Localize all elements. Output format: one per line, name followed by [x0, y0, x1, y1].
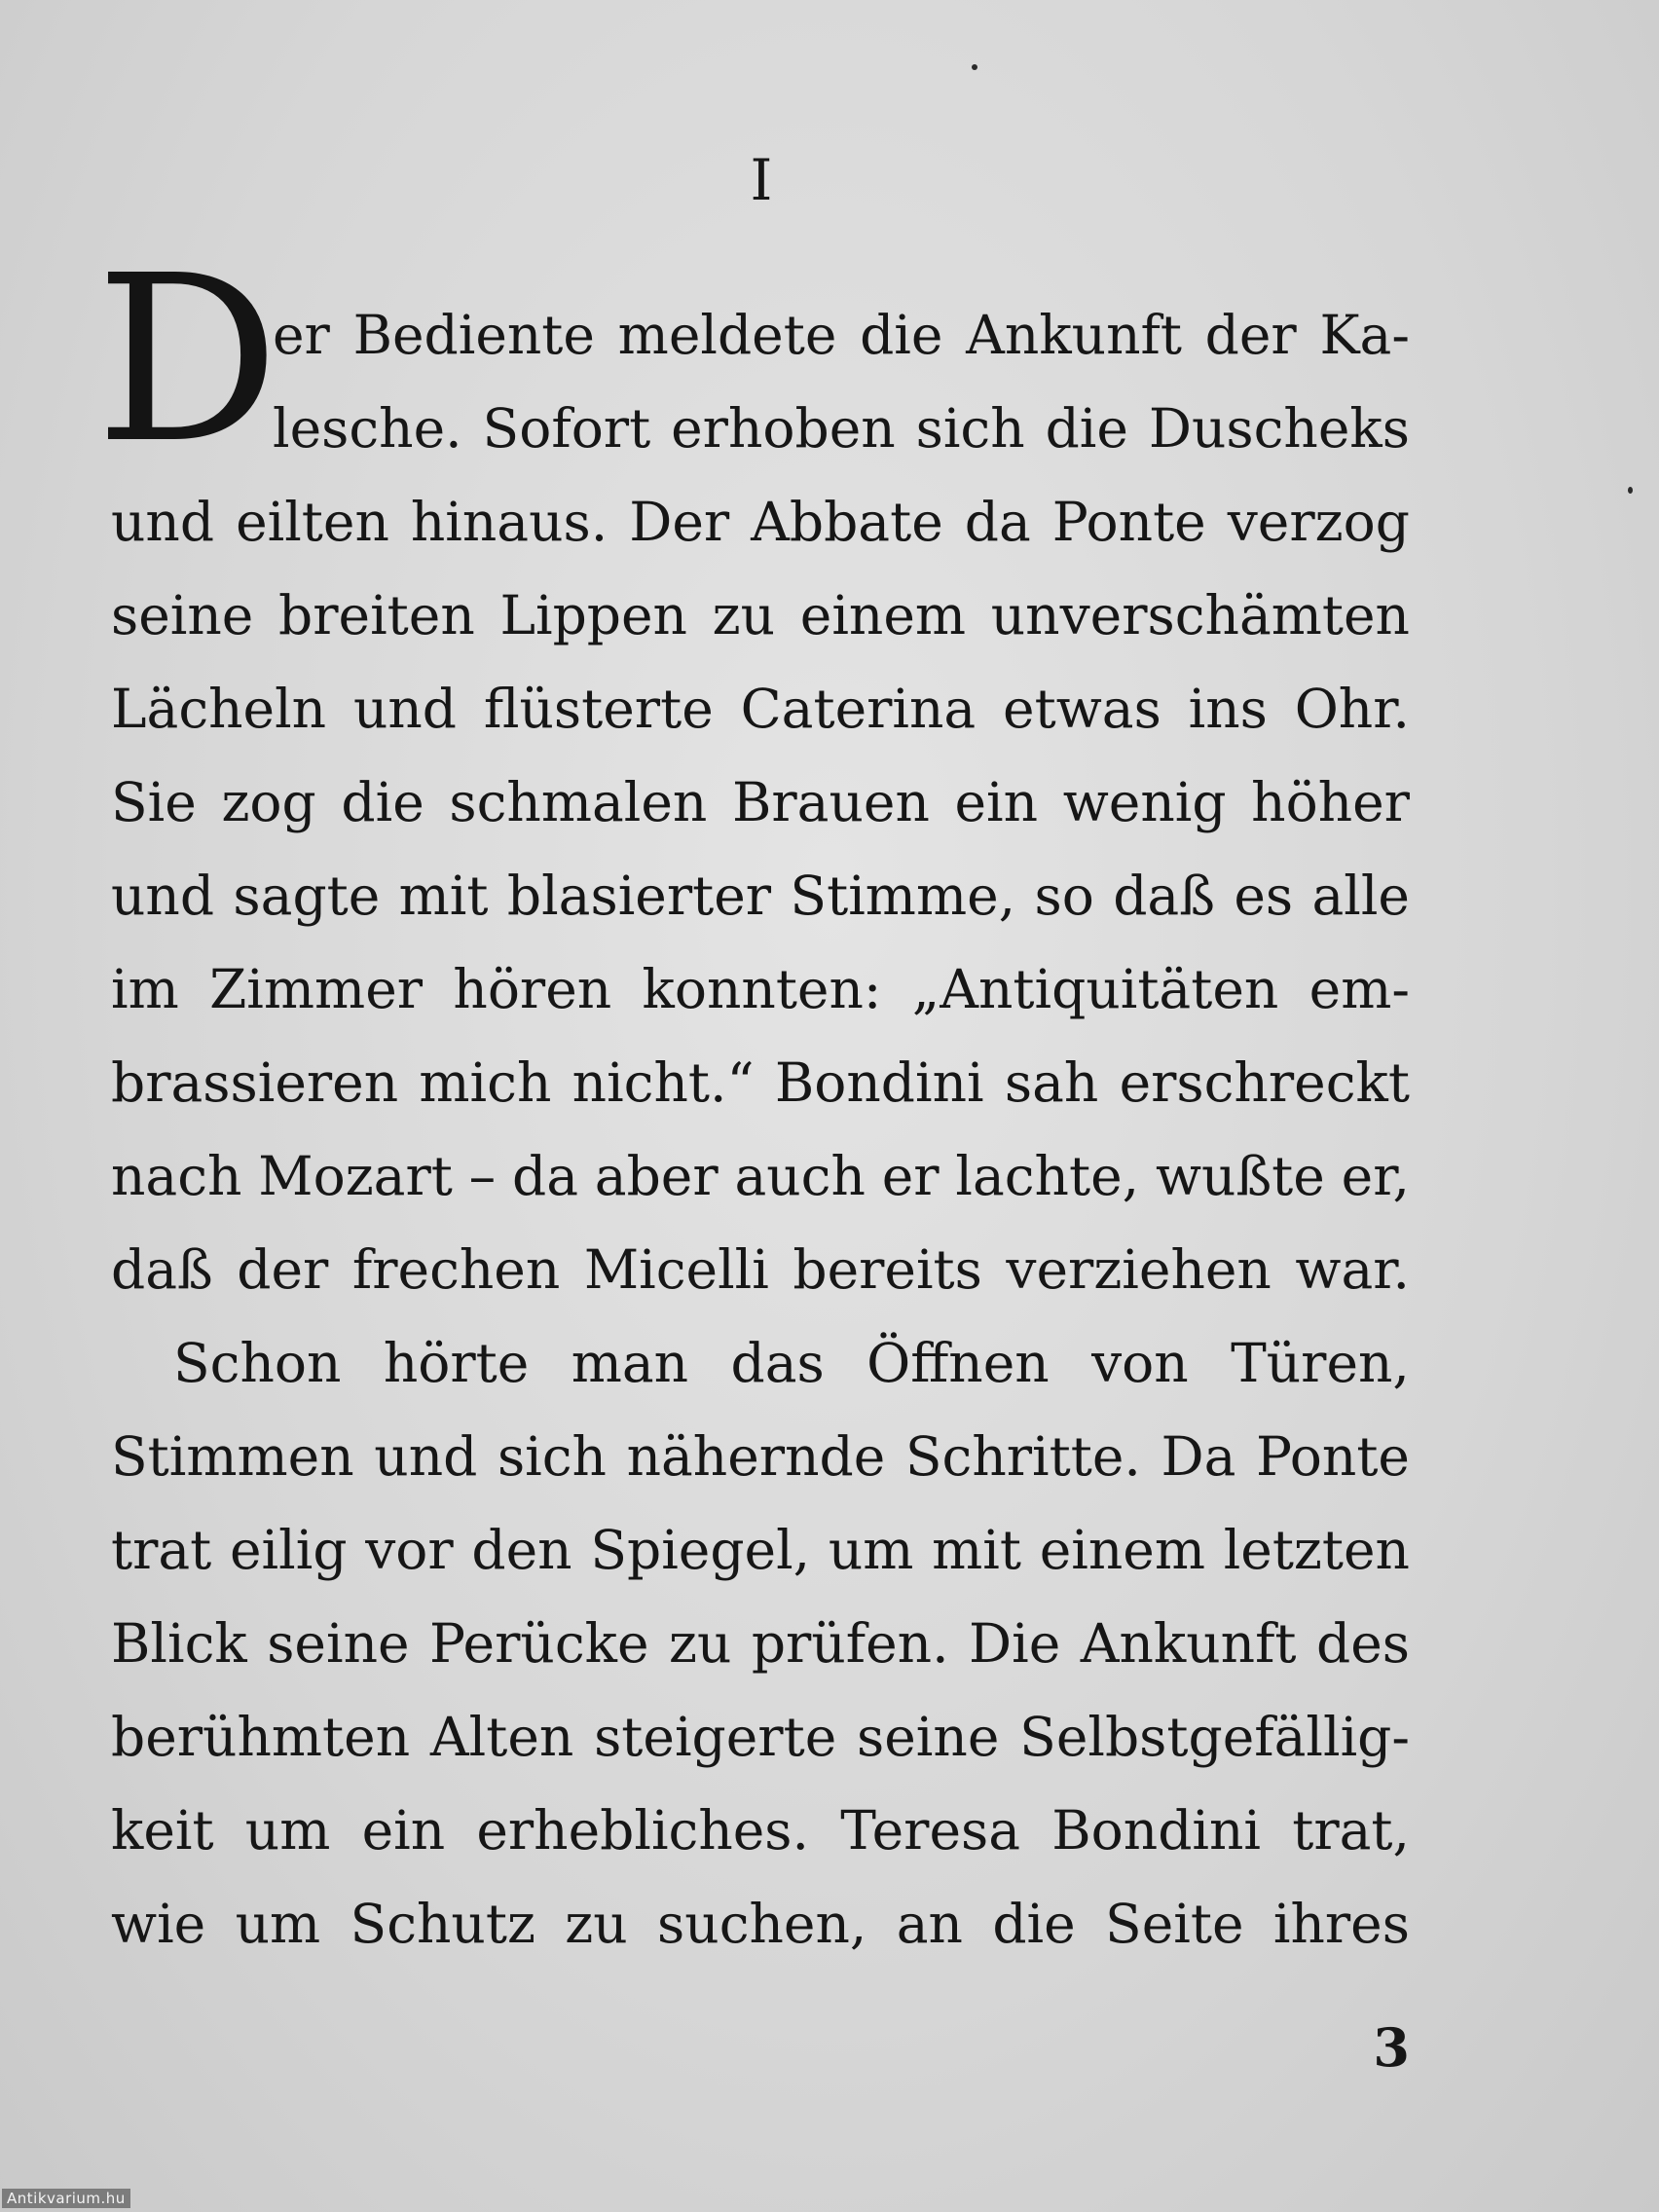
word: um — [244, 1799, 331, 1862]
word: einem — [1039, 1519, 1205, 1581]
body-text — [111, 288, 1410, 1971]
text-line — [111, 1036, 1410, 1129]
word: war. — [1295, 1238, 1410, 1301]
word: ins — [1188, 678, 1268, 740]
word: prüfen. — [751, 1612, 949, 1675]
word: unverschämten — [990, 584, 1410, 646]
drop-cap: D — [95, 226, 280, 494]
word: die — [860, 304, 943, 366]
word: Bediente — [352, 304, 595, 366]
word: Teresa — [840, 1799, 1021, 1862]
word: die — [992, 1893, 1076, 1955]
paper-speck — [1628, 487, 1633, 494]
word: wußte — [1155, 1145, 1325, 1207]
word: zu — [712, 584, 776, 646]
word: der — [237, 1238, 329, 1301]
word: frechen — [351, 1238, 561, 1301]
word: so — [1034, 865, 1094, 927]
word: seine — [267, 1612, 410, 1675]
word: Ponte — [1256, 1425, 1410, 1488]
word: an — [896, 1893, 963, 1955]
word: er — [881, 1145, 940, 1207]
word: höher — [1251, 771, 1410, 833]
chapter-number: I — [750, 147, 773, 213]
text-line — [111, 662, 1410, 756]
word: und — [111, 491, 215, 553]
word: Die — [969, 1612, 1061, 1675]
word: hörte — [383, 1332, 530, 1394]
word: seine — [857, 1706, 1000, 1768]
word: etwas — [1003, 678, 1161, 740]
text-line — [111, 1129, 1410, 1223]
word: zu — [668, 1612, 732, 1675]
word: der — [1204, 304, 1297, 366]
word: – — [468, 1145, 497, 1207]
word: Schon — [173, 1332, 342, 1394]
text-line — [111, 849, 1410, 942]
word: Schutz — [350, 1893, 535, 1955]
word: hinaus. — [410, 491, 608, 553]
word: erhoben — [671, 397, 896, 460]
word: ein — [954, 771, 1039, 833]
word: „Antiquitäten — [911, 958, 1279, 1020]
word: daß — [1113, 865, 1215, 927]
text-line — [111, 942, 1410, 1036]
word: zog — [221, 771, 316, 833]
word: eilten — [236, 491, 389, 553]
text-line — [273, 288, 1410, 382]
word: lachte, — [955, 1145, 1140, 1207]
word: Alten — [429, 1706, 574, 1768]
word: bereits — [793, 1238, 982, 1301]
word: Mozart — [258, 1145, 453, 1207]
page-number: 3 — [1373, 2016, 1410, 2079]
word: nicht.“ — [571, 1051, 755, 1114]
word: Der — [629, 491, 730, 553]
word: erhebliches. — [476, 1799, 810, 1862]
word: verziehen — [1006, 1238, 1272, 1301]
word: da — [511, 1145, 578, 1207]
word: Micelli — [583, 1238, 769, 1301]
word: die — [1045, 397, 1128, 460]
word: Lippen — [499, 584, 687, 646]
word: sich — [915, 397, 1025, 460]
word: berühmten — [111, 1706, 411, 1768]
word: um — [828, 1519, 914, 1581]
word: Sie — [111, 771, 197, 833]
text-line — [111, 1597, 1410, 1690]
word: wenig — [1062, 771, 1227, 833]
word: Selbstgefällig- — [1019, 1706, 1410, 1768]
text-line — [111, 1410, 1410, 1503]
text-line — [111, 756, 1410, 849]
word: alle — [1311, 865, 1410, 927]
text-line — [111, 569, 1410, 662]
word: blasierter — [506, 865, 772, 927]
word: des — [1316, 1612, 1410, 1675]
word: em- — [1309, 958, 1410, 1020]
word: konnten: — [642, 958, 882, 1020]
word: vor — [365, 1519, 454, 1581]
word: mich — [419, 1051, 552, 1114]
word: Da — [1161, 1425, 1236, 1488]
word: meldete — [617, 304, 837, 366]
word: mit — [932, 1519, 1022, 1581]
word: Abbate — [751, 491, 943, 553]
word: mit — [398, 865, 489, 927]
word: keit — [111, 1799, 214, 1862]
word: Ankunft — [966, 304, 1182, 366]
word: von — [1091, 1332, 1189, 1394]
word: Lächeln — [111, 678, 327, 740]
word: das — [730, 1332, 825, 1394]
word: Ohr. — [1294, 678, 1410, 740]
word: verzog — [1227, 491, 1410, 553]
word: trat — [111, 1519, 212, 1581]
word: Spiegel, — [590, 1519, 811, 1581]
word: nach — [111, 1145, 242, 1207]
text-line — [111, 1690, 1410, 1784]
word: um — [235, 1893, 321, 1955]
text-line — [273, 382, 1410, 475]
word: seine — [111, 584, 254, 646]
word: Sofort — [482, 397, 651, 460]
word: eilig — [230, 1519, 348, 1581]
word: Öffnen — [866, 1332, 1050, 1394]
word: da — [964, 491, 1031, 553]
word: Ka- — [1319, 304, 1410, 366]
word: ein — [361, 1799, 446, 1862]
word: Blick — [111, 1612, 247, 1675]
word: lesche. — [273, 397, 462, 460]
word: Schritte. — [904, 1425, 1141, 1488]
text-line — [111, 1223, 1410, 1316]
word: trat, — [1292, 1799, 1410, 1862]
word: auch — [734, 1145, 866, 1207]
word: Türen, — [1231, 1332, 1410, 1394]
word: hören — [453, 958, 612, 1020]
word: nähernde — [626, 1425, 886, 1488]
word: Duscheks — [1148, 397, 1410, 460]
word: sagte — [233, 865, 381, 927]
text-line — [111, 475, 1410, 569]
word: und — [111, 865, 215, 927]
word: er, — [1341, 1145, 1410, 1207]
word: ihres — [1272, 1893, 1410, 1955]
text-line — [111, 1316, 1410, 1410]
word: steigerte — [594, 1706, 837, 1768]
word: Brauen — [731, 771, 930, 833]
word: einem — [799, 584, 967, 646]
word: letzten — [1223, 1519, 1410, 1581]
word: er — [273, 304, 330, 366]
word: Ponte — [1051, 491, 1206, 553]
word: Bondini — [1051, 1799, 1262, 1862]
watermark: Antikvarium.hu — [2, 2189, 130, 2208]
word: es — [1234, 865, 1294, 927]
word: daß — [111, 1238, 213, 1301]
word: zu — [565, 1893, 628, 1955]
word: man — [571, 1332, 689, 1394]
word: sich — [497, 1425, 607, 1488]
word: Stimmen — [111, 1425, 354, 1488]
word: brassieren — [111, 1051, 399, 1114]
word: Stimme, — [790, 865, 1016, 927]
word: aber — [594, 1145, 719, 1207]
word: suchen, — [657, 1893, 867, 1955]
word: den — [471, 1519, 572, 1581]
text-line — [111, 1877, 1410, 1971]
paper-speck — [972, 64, 977, 70]
word: Perücke — [429, 1612, 649, 1675]
word: im — [111, 958, 179, 1020]
word: breiten — [278, 584, 475, 646]
word: flüsterte — [483, 678, 714, 740]
word: Seite — [1105, 1893, 1244, 1955]
word: Bondini — [774, 1051, 984, 1114]
word: Ankunft — [1080, 1612, 1297, 1675]
word: Caterina — [740, 678, 977, 740]
word: schmalen — [449, 771, 708, 833]
text-line — [111, 1503, 1410, 1597]
word: und — [352, 678, 457, 740]
word: wie — [111, 1893, 206, 1955]
word: sah — [1004, 1051, 1099, 1114]
word: erschreckt — [1119, 1051, 1410, 1114]
text-line — [111, 1784, 1410, 1877]
word: Zimmer — [209, 958, 424, 1020]
word: und — [374, 1425, 478, 1488]
word: die — [341, 771, 424, 833]
